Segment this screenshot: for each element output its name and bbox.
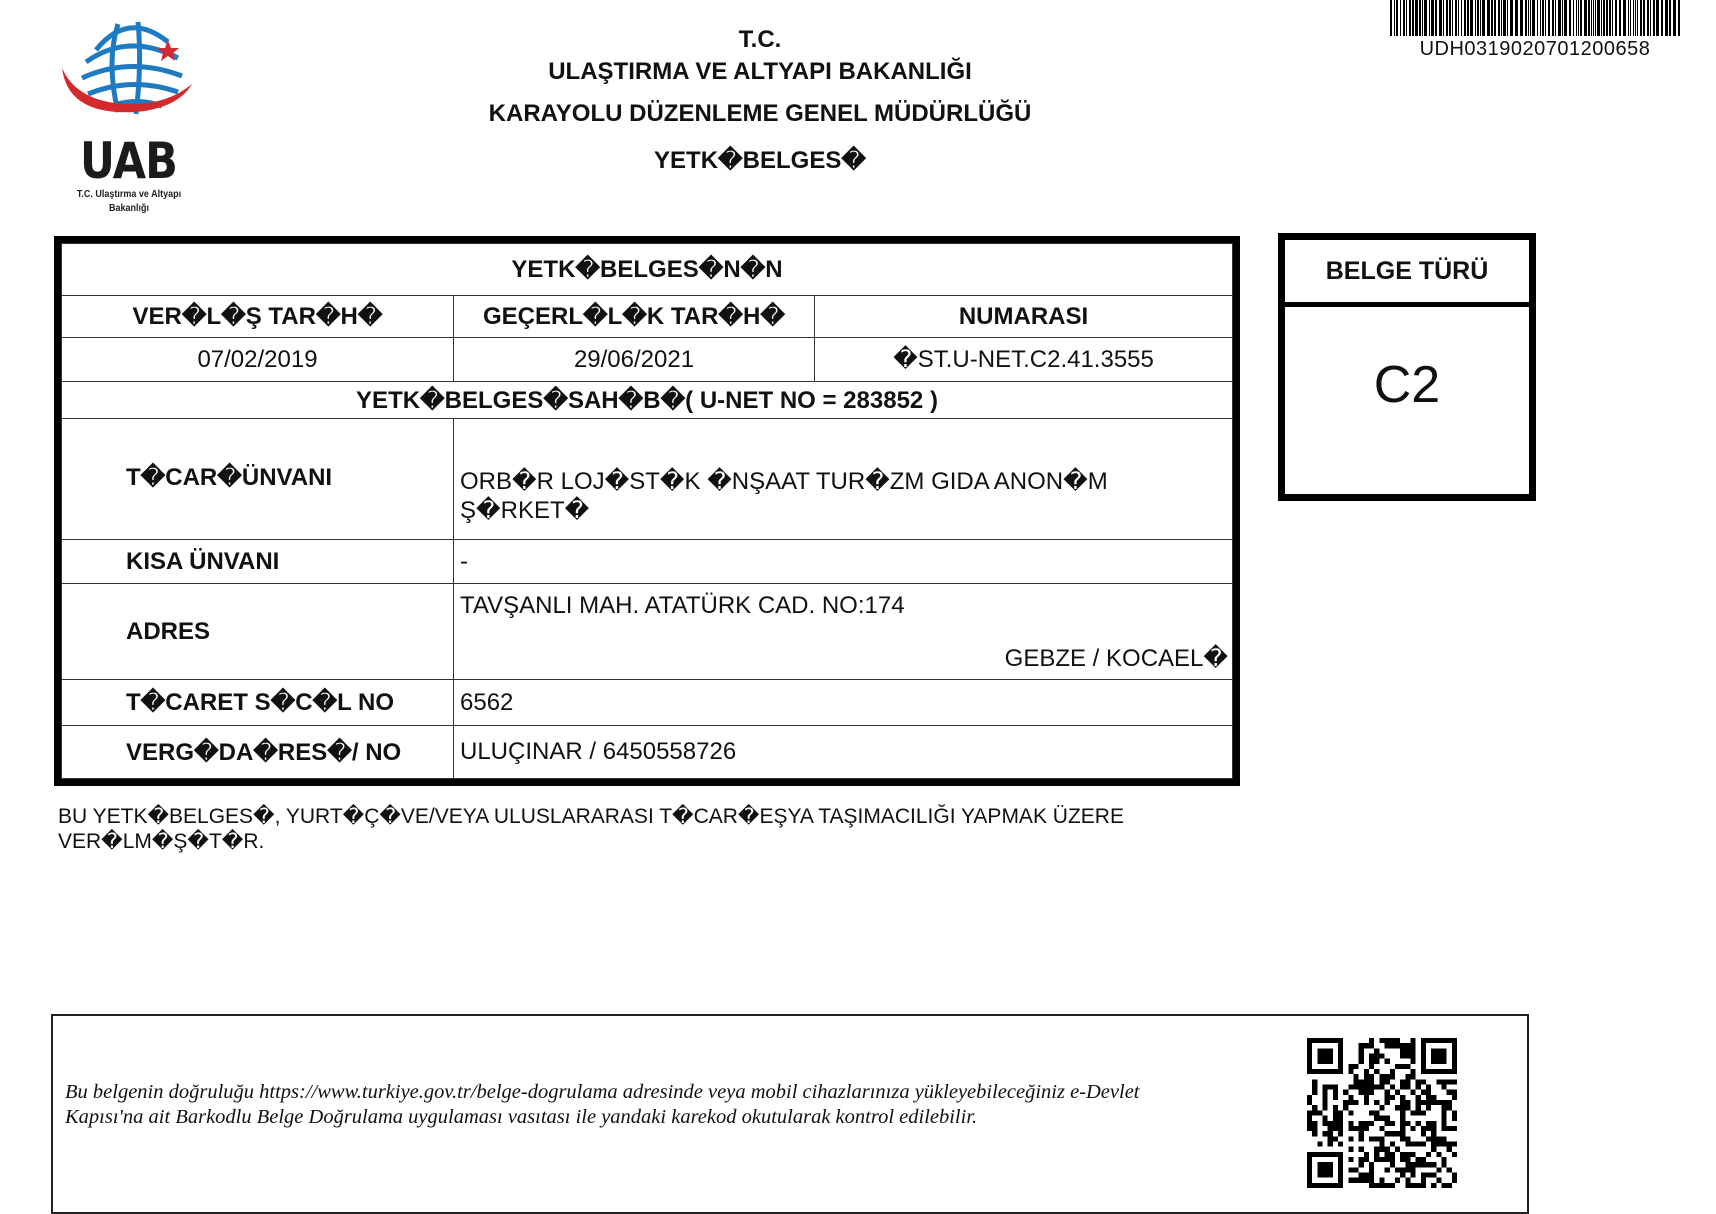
verification-box xyxy=(51,1014,1529,1214)
certificate-section-title: YETK�BELGES�N�N xyxy=(62,244,1233,296)
certificate-table xyxy=(54,236,1240,786)
validity-date: 29/06/2021 xyxy=(454,338,815,382)
number-header: NUMARASI xyxy=(815,296,1233,338)
tax-office-label: VERG�DA�RES�/ NO xyxy=(62,726,454,779)
address-value xyxy=(454,584,1233,680)
note-line-1: BU YETK�BELGES�, YURT�Ç�VE/VEYA ULUSLARARASI T�CAR�EŞYA TAŞIMACILIĞI YAPMAK ÜZERE xyxy=(58,805,1124,828)
address-line-2: GEBZE / KOCAEL� xyxy=(1004,645,1228,672)
verification-line-1: Bu belgenin doğruluğu https://www.turkiye.gov.tr/belge-dogrulama adresinde veya mobil cihazlarınıza yükleyebileceğiniz e-Devlet xyxy=(65,1081,1140,1103)
barcode-icon xyxy=(1390,0,1680,36)
address-line-1: TAVŞANLI MAH. ATATÜRK CAD. NO:174 xyxy=(460,592,905,619)
authorization-note xyxy=(58,804,1198,854)
logo-abbreviation: UAB xyxy=(80,132,178,190)
qr-code-icon xyxy=(1307,1038,1457,1188)
header-directorate: KARAYOLU DÜZENLEME GENEL MÜDÜRLÜĞÜ xyxy=(488,100,1032,127)
logo-subtitle: T.C. Ulaştırma ve Altyapı Bakanlığı xyxy=(76,189,182,214)
owner-section-title: YETK�BELGES�SAH�B�( U-NET NO = 283852 ) xyxy=(62,382,1233,419)
note-line-2: VER�LM�Ş�T�R. xyxy=(58,830,265,853)
verification-line-2: Kapısı'na ait Barkodlu Belge Doğrulama uygulaması vasıtası ile yandaki karekod okutularak kontrol edilebilir. xyxy=(65,1106,978,1128)
certificate-number: �ST.U-NET.C2.41.3555 xyxy=(815,338,1233,382)
tax-office-value: ULUÇINAR / 6450558726 xyxy=(454,726,1233,779)
verification-text xyxy=(65,1080,1225,1130)
registry-number-value: 6562 xyxy=(454,680,1233,726)
document-type-value: C2 xyxy=(1373,356,1441,414)
short-name-label: KISA ÜNVANI xyxy=(62,540,454,584)
short-name-value: - xyxy=(454,540,1233,584)
trade-name-label: T�CAR�ÜNVANI xyxy=(62,419,454,540)
document-code: UDH0319020701200658 xyxy=(1419,38,1651,60)
address-label: ADRES xyxy=(62,584,454,680)
ministry-logo xyxy=(52,12,212,222)
issue-date: 07/02/2019 xyxy=(62,338,454,382)
document-type-box xyxy=(1278,233,1536,501)
issue-date-header: VER�L�Ş TAR�H� xyxy=(62,296,454,338)
globe-logo-icon xyxy=(58,12,198,124)
trade-name-value: ORB�R LOJ�ST�K �NŞAAT TUR�ZM GIDA ANON�M Ş�RKET� xyxy=(454,419,1233,540)
header-country: T.C. xyxy=(738,26,782,53)
document-type-title: BELGE TÜRÜ xyxy=(1285,240,1529,307)
validity-date-header: GEÇERL�L�K TAR�H� xyxy=(454,296,815,338)
header-document-title: YETK�BELGES� xyxy=(654,147,866,174)
header-ministry: ULAŞTIRMA VE ALTYAPI BAKANLIĞI xyxy=(548,58,972,85)
registry-number-label: T�CARET S�C�L NO xyxy=(62,680,454,726)
